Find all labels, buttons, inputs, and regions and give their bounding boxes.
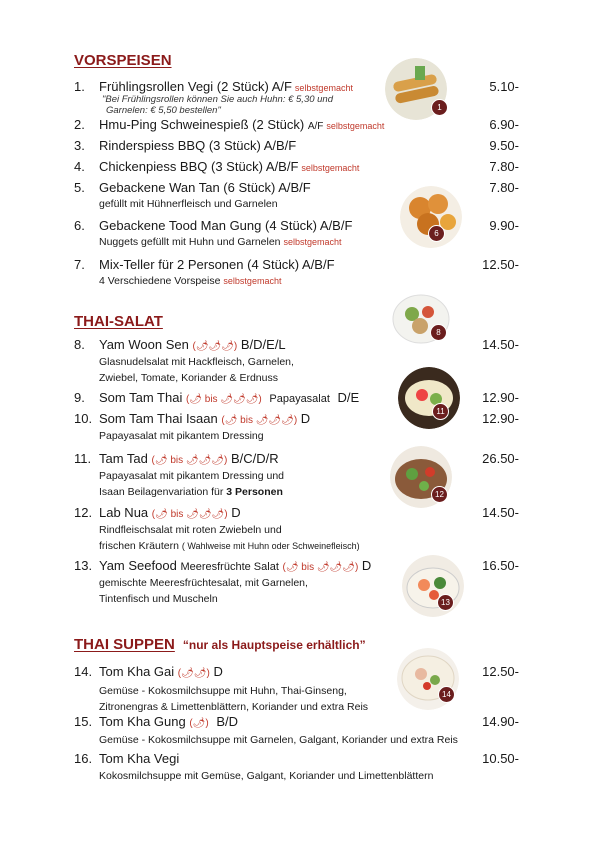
homemade-tag: selbstgemacht [301, 163, 360, 173]
chili-icon: (🌶 bis 🌶🌶🌶) [221, 415, 298, 426]
item-name: Lab Nua (🌶 bis 🌶🌶🌶) D [99, 505, 241, 520]
item-price: 7.80- [489, 180, 519, 195]
chili-icon: (🌶) [189, 718, 209, 729]
chili-icon: (🌶🌶🌶) [192, 341, 238, 352]
item-name: Som Tam Thai Isaan (🌶 bis 🌶🌶🌶) D [99, 411, 311, 426]
papaya-salad-photo [398, 367, 460, 429]
item-description: Gemüse - Kokosmilchsuppe mit Huhn, Thai-Ginseng, [99, 685, 347, 697]
item-name: Hmu-Ping Schweinespieß (2 Stück) A/F selbstgemacht [99, 117, 385, 132]
homemade-tag: selbstgemacht [294, 83, 353, 93]
item-name: Tom Kha Vegi [99, 751, 180, 766]
glass-noodle-salad-photo [390, 288, 452, 350]
item-name: Som Tam Thai (🌶 bis 🌶🌶🌶) Papayasalat D/E [99, 390, 360, 405]
item-description: gefüllt mit Hühnerfleisch und Garnelen [99, 198, 278, 210]
item-number: 13. [74, 558, 93, 573]
item-price: 7.80- [489, 159, 519, 174]
item-note: "Bei Frühlingsrollen können Sie auch Huhn: € 5,30 und [102, 94, 333, 105]
item-price: 14.50- [482, 337, 519, 352]
item-name: Gebackene Tood Man Gung (4 Stück) A/B/F [99, 218, 353, 233]
item-price: 12.90- [482, 390, 519, 405]
item-name: Mix-Teller für 2 Personen (4 Stück) A/B/F [99, 257, 335, 272]
item-description: Glasnudelsalat mit Hackfleisch, Garnelen, [99, 356, 294, 368]
photo-number-badge: 6 [428, 225, 445, 242]
section-subtitle: “nur als Hauptspeise erhältlich” [182, 638, 366, 652]
item-number: 4. [74, 159, 85, 174]
item-number: 5. [74, 180, 85, 195]
chili-icon: (🌶 bis 🌶🌶🌶) [151, 455, 228, 466]
item-name: Tom Kha Gai (🌶🌶) D [99, 664, 223, 679]
item-note: Garnelen: € 5,50 bestellen" [106, 105, 221, 116]
item-number: 15. [74, 714, 93, 729]
section-title-thai-salat: THAI-SALAT [74, 313, 163, 330]
item-number: 2. [74, 117, 85, 132]
photo-number-badge: 8 [430, 324, 447, 341]
item-price: 12.50- [482, 257, 519, 272]
item-name: Yam Woon Sen (🌶🌶🌶) B/D/E/L [99, 337, 286, 352]
item-price: 6.90- [489, 117, 519, 132]
photo-number-badge: 13 [437, 594, 454, 611]
item-description: gemischte Meeresfrüchtesalat, mit Garnelen, [99, 577, 308, 589]
item-name: Tom Kha Gung (🌶) B/D [99, 714, 238, 729]
chili-icon: (🌶 bis 🌶🌶🌶) [282, 562, 359, 573]
item-number: 11. [74, 451, 92, 466]
item-name: Gebackene Wan Tan (6 Stück) A/B/F [99, 180, 311, 195]
item-description: Papayasalat mit pikantem Dressing [99, 430, 264, 442]
photo-number-badge: 11 [432, 403, 449, 420]
photo-number-badge: 1 [431, 99, 448, 116]
item-number: 16. [74, 751, 93, 766]
section-title-vorspeisen: VORSPEISEN [74, 52, 172, 69]
chili-icon: (🌶🌶) [177, 668, 210, 679]
item-name: Yam Seefood Meeresfrüchte Salat (🌶 bis 🌶🌶🌶) D [99, 558, 372, 573]
homemade-tag: selbstgemacht [283, 237, 342, 247]
item-number: 9. [74, 390, 85, 405]
item-number: 14. [74, 664, 93, 679]
item-number: 8. [74, 337, 85, 352]
item-number: 10. [74, 411, 93, 426]
item-description: Zitronengras & Limettenblättern, Koriander und extra Reis [99, 701, 369, 713]
item-description: Isaan Beilagenvariation für 3 Personen [99, 486, 283, 498]
item-number: 12. [74, 505, 93, 520]
item-number: 1. [74, 79, 85, 94]
item-description: Nuggets gefüllt mit Huhn und Garnelen selbstgemacht [99, 236, 342, 248]
item-name: Frühlingsrollen Vegi (2 Stück) A/F selbstgemacht [99, 79, 353, 94]
photo-number-badge: 12 [431, 486, 448, 503]
homemade-tag: selbstgemacht [223, 276, 282, 286]
chili-icon: (🌶 bis 🌶🌶🌶) [151, 509, 228, 520]
chili-icon: (🌶 bis 🌶🌶🌶) [185, 394, 262, 405]
item-name: Tam Tad (🌶 bis 🌶🌶🌶) B/C/D/R [99, 451, 279, 466]
seafood-salad-photo [402, 555, 464, 617]
item-price: 10.50- [482, 751, 519, 766]
item-description: Zwiebel, Tomate, Koriander & Erdnuss [99, 372, 278, 384]
photo-number-badge: 14 [438, 686, 455, 703]
item-description: frischen Kräutern ( Wahlweise mit Huhn oder Schweinefleisch) [99, 540, 360, 552]
item-name: Rinderspiess BBQ (3 Stück) A/B/F [99, 138, 297, 153]
item-price: 5.10- [489, 79, 519, 94]
item-description: Papayasalat mit pikantem Dressing und [99, 470, 285, 482]
homemade-tag: selbstgemacht [326, 121, 385, 131]
item-price: 14.50- [482, 505, 519, 520]
item-price: 12.90- [482, 411, 519, 426]
item-description: 4 Verschiedene Vorspeise selbstgemacht [99, 275, 282, 287]
item-price: 14.90- [482, 714, 519, 729]
item-number: 7. [74, 257, 85, 272]
item-description: Gemüse - Kokosmilchsuppe mit Garnelen, Galgant, Koriander und extra Reis [99, 734, 458, 746]
item-price: 26.50- [482, 451, 519, 466]
item-price: 12.50- [482, 664, 519, 679]
item-description: Kokosmilchsuppe mit Gemüse, Galgant, Koriander und Limettenblättern [99, 770, 434, 782]
item-description: Rindfleischsalat mit roten Zwiebeln und [99, 524, 282, 536]
section-title-thai-suppen: THAI SUPPEN “nur als Hauptspeise erhältlich” [74, 636, 366, 653]
item-price: 9.50- [489, 138, 519, 153]
item-number: 3. [74, 138, 85, 153]
item-price: 16.50- [482, 558, 519, 573]
item-price: 9.90- [489, 218, 519, 233]
item-description: Tintenfisch und Muscheln [99, 593, 218, 605]
item-name: Chickenpiess BBQ (3 Stück) A/B/F selbstgemacht [99, 159, 360, 174]
item-number: 6. [74, 218, 85, 233]
